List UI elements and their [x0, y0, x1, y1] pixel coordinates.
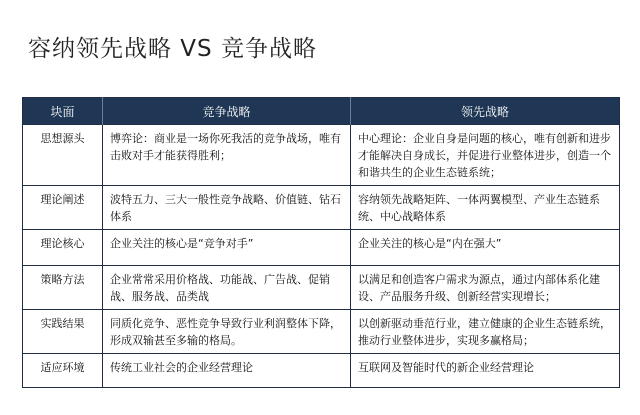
header-aspect: 块面	[23, 98, 103, 125]
table-row	[23, 266, 620, 310]
leading-cell: 互联网及智能时代的新企业经营理论	[351, 354, 620, 388]
table-row	[23, 310, 620, 354]
competitive-cell: 同质化竞争、恶性竞争导致行业利润整体下降，形成双输甚至多输的格局。	[103, 310, 351, 354]
competitive-cell: 波特五力、三大一般性竞争战略、价值链、钻石体系	[103, 186, 351, 230]
leading-cell: 以创新驱动垂范行业，建立健康的企业生态链系统，推动行业整体进步，实现多赢格局；	[351, 310, 620, 354]
table-row	[23, 186, 620, 230]
row-label: 理论核心	[23, 230, 103, 266]
row-label: 理论阐述	[23, 186, 103, 230]
table-row	[23, 230, 620, 266]
header-leading-strategy: 领先战略	[351, 98, 620, 125]
leading-cell: 以满足和创造客户需求为源点，通过内部体系化建设、产品服务升级、创新经营实现增长；	[351, 266, 620, 310]
leading-cell: 中心理论：企业自身是问题的核心，唯有创新和进步才能解决自身成长，并促进行业整体进步，创造一个和谐共生的企业生态链系统；	[351, 125, 620, 186]
leading-cell: 企业关注的核心是“内在强大”	[351, 230, 620, 266]
table-row	[23, 125, 620, 186]
competitive-cell: 企业常常采用价格战、功能战、广告战、促销战、服务战、品类战	[103, 266, 351, 310]
competitive-cell: 传统工业社会的企业经营理论	[103, 354, 351, 388]
row-label: 思想源头	[23, 125, 103, 186]
comparison-table	[22, 97, 620, 388]
table-row	[23, 354, 620, 388]
competitive-cell: 博弈论：商业是一场你死我活的竞争战场，唯有击败对手才能获得胜利；	[103, 125, 351, 186]
row-label: 实践结果	[23, 310, 103, 354]
row-label: 策略方法	[23, 266, 103, 310]
leading-cell: 容纳领先战略矩阵、一体两翼模型、产业生态链系统、中心战略体系	[351, 186, 620, 230]
header-competitive-strategy: 竞争战略	[103, 98, 351, 125]
table-header-row	[23, 98, 620, 125]
row-label: 适应环境	[23, 354, 103, 388]
competitive-cell: 企业关注的核心是“竞争对手”	[103, 230, 351, 266]
page-title: 容纳领先战略 VS 竞争战略	[28, 36, 317, 62]
